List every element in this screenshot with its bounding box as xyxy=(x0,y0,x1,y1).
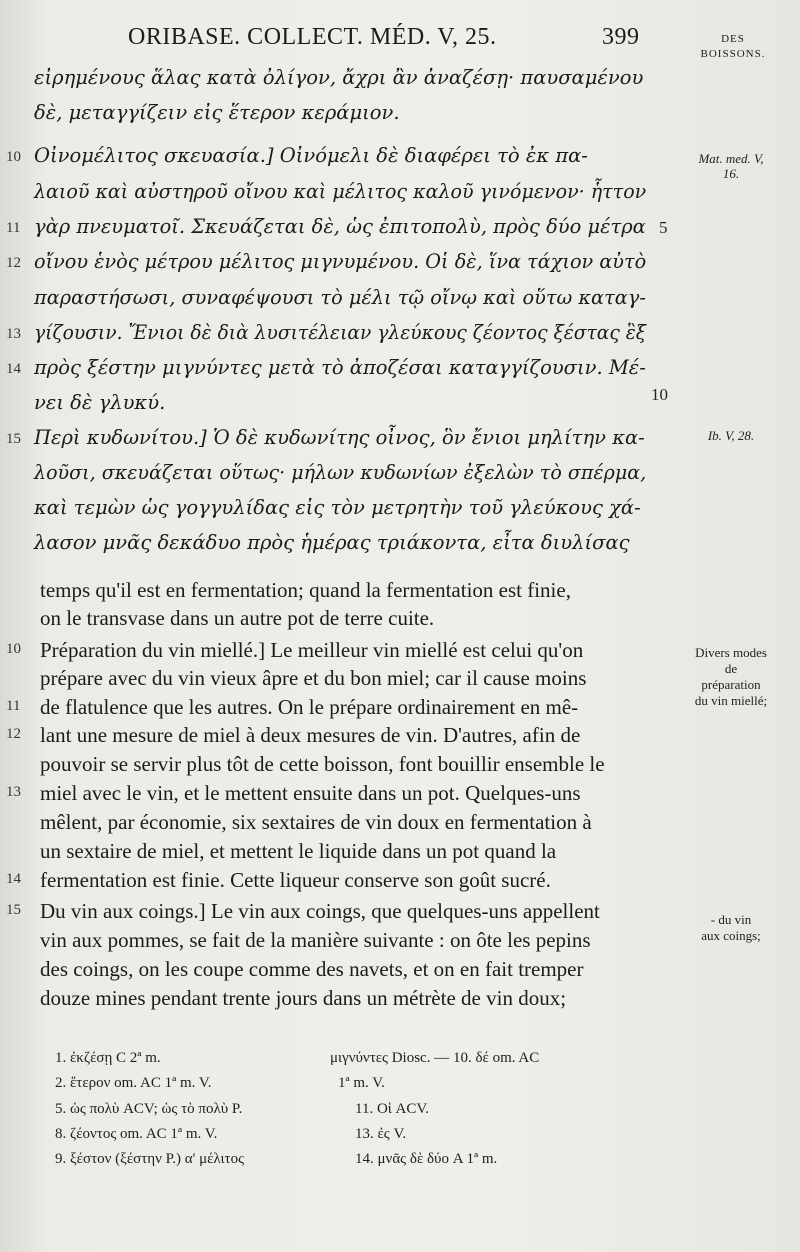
line-number: 12 xyxy=(6,726,21,742)
line-number: 13 xyxy=(6,326,21,342)
greek-line: πρὸς ξέστην μιγνύντες μετὰ τὸ ἀποζέσαι καταγγίζουσιν. Μέ- xyxy=(34,356,646,379)
margin-note: 16. xyxy=(722,166,740,181)
greek-line: δὲ, μεταγγίζειν εἰς ἕτερον κεράμιον. xyxy=(34,101,400,124)
greek-line: νει δὲ γλυκύ. xyxy=(34,391,166,414)
french-line: lant une mesure de miel à deux mesures de vin. D'autres, afin de xyxy=(40,723,581,747)
margin-note: Mat. med. V, xyxy=(698,151,764,166)
margin-note: aux coings; xyxy=(701,928,761,943)
running-head-line: DES xyxy=(721,33,745,45)
margin-note: Divers modes xyxy=(695,645,767,660)
greek-line: Περὶ κυδωνίτου.] Ὁ δὲ κυδωνίτης οἶνος, ὃν ἔνιοι μηλίτην κα- xyxy=(34,426,645,449)
running-head-line: BOISSONS. xyxy=(700,48,766,60)
running-head-right xyxy=(683,32,783,62)
french-line: Préparation du vin miellé.] Le meilleur vin miellé est celui qu'on xyxy=(40,638,584,662)
line-number: 14 xyxy=(6,361,21,377)
greek-line: οἴνου ἑνὸς μέτρου μέλιτος μιγνυμένου. Οἱ δὲ, ἵνα τάχιον αὐτὸ xyxy=(34,250,647,273)
french-line: temps qu'il est en fermentation; quand la fermentation est finie, xyxy=(40,578,571,602)
footnote: 9. ξέστον (ξέστην P.) α' μέλιτος xyxy=(55,1151,245,1167)
french-line: des coings, on les coupe comme des navets, et on en fait tremper xyxy=(40,957,584,981)
line-number: 15 xyxy=(6,431,21,447)
french-line: de flatulence que les autres. On le prépare ordinairement en mê- xyxy=(40,695,579,719)
greek-line: λασον μνᾶς δεκάδυο πρὸς ἡμέρας τριάκοντα, εἶτα διυλίσας xyxy=(34,531,630,554)
line-number: 12 xyxy=(6,255,21,271)
line-number: 13 xyxy=(6,784,21,800)
greek-line: Οἰνομέλιτος σκευασία.] Οἰνόμελι δὲ διαφέρει τὸ ἐκ πα- xyxy=(34,144,588,167)
footnote: 11. Οἱ ACV. xyxy=(355,1101,430,1117)
footnote: 14. μνᾶς δὲ δύο A 1ª m. xyxy=(355,1151,498,1167)
margin-note: préparation xyxy=(701,677,761,692)
greek-line: καὶ τεμὼν ὡς γογγυλίδας εἰς τὸν μετρητὴν τοῦ γλεύκους χά- xyxy=(34,496,641,519)
french-line: un sextaire de miel, et mettent le liquide dans un pot quand la xyxy=(40,839,557,863)
line-number: 14 xyxy=(6,871,21,887)
french-line: fermentation est finie. Cette liqueur conserve son goût sucré. xyxy=(40,868,551,892)
french-line: vin aux pommes, se fait de la manière suivante : on ôte les pepins xyxy=(40,928,591,952)
footnote: 1. ἐκζέσῃ C 2ª m. xyxy=(55,1050,161,1066)
footnote: 1ª m. V. xyxy=(338,1075,385,1091)
greek-line: γίζουσιν. Ἔνιοι δὲ διὰ λυσιτέλειαν γλεύκους ζέοντος ξέστας ἓξ xyxy=(34,321,647,344)
line-number: 11 xyxy=(6,698,21,714)
footnote: 13. ἐς V. xyxy=(355,1126,407,1142)
line-number: 11 xyxy=(6,220,21,236)
french-line: prépare avec du vin vieux âpre et du bon miel; car il cause moins xyxy=(40,666,587,690)
greek-line: λαιοῦ καὶ αὐστηροῦ οἴνου καὶ μέλιτος καλοῦ γινόμενον· ἧττον xyxy=(34,180,647,203)
page-number: 399 xyxy=(602,24,640,50)
margin-note: - du vin xyxy=(710,912,752,927)
footnote: μιγνύντες Diosc. — 10. δέ om. AC xyxy=(330,1050,540,1066)
footnote: 5. ὡς πολὺ ACV; ὡς τὸ πολὺ P. xyxy=(55,1101,243,1117)
greek-line: γὰρ πνευματοῖ. Σκευάζεται δὲ, ὡς ἐπιτοπολὺ, πρὸς δύο μέτρα xyxy=(34,215,646,238)
french-line: miel avec le vin, et le mettent ensuite dans un pot. Quelques-uns xyxy=(40,781,581,805)
footnote: 8. ζέοντος om. AC 1ª m. V. xyxy=(55,1126,218,1142)
margin-number: 10 xyxy=(651,385,668,404)
greek-line: λοῦσι, σκευάζεται οὕτως· μήλων κυδωνίων ἐξελὼν τὸ σπέρμα, xyxy=(34,461,647,484)
french-line: douze mines pendant trente jours dans un métrète de vin doux; xyxy=(40,986,567,1010)
french-line: pouvoir se servir plus tôt de cette boisson, font bouillir ensemble le xyxy=(40,752,605,776)
greek-line: εἰρημένους ἅλας κατὰ ὀλίγον, ἄχρι ἂν ἀναζέσῃ· παυσαμένου xyxy=(34,66,644,89)
line-number: 10 xyxy=(6,149,21,165)
line-number: 15 xyxy=(6,902,21,918)
line-number: 10 xyxy=(6,641,21,657)
french-line: mêlent, par économie, six sextaires de vin doux en fermentation à xyxy=(40,810,592,834)
french-line: Du vin aux coings.] Le vin aux coings, que quelques-uns appellent xyxy=(40,899,600,923)
running-title: ORIBASE. COLLECT. MÉD. V, 25. xyxy=(128,24,497,50)
footnote: 2. ἕτερον om. AC 1ª m. V. xyxy=(55,1075,212,1091)
french-line: on le transvase dans un autre pot de terre cuite. xyxy=(40,606,435,630)
greek-line: παραστήσωσι, συναφέψουσι τὸ μέλι τῷ οἴνῳ καὶ οὕτω καταγ- xyxy=(34,286,646,309)
margin-note: Ib. V, 28. xyxy=(707,428,755,443)
margin-note: du vin miellé; xyxy=(694,693,768,708)
margin-number: 5 xyxy=(659,218,668,237)
margin-note: de xyxy=(724,661,738,676)
